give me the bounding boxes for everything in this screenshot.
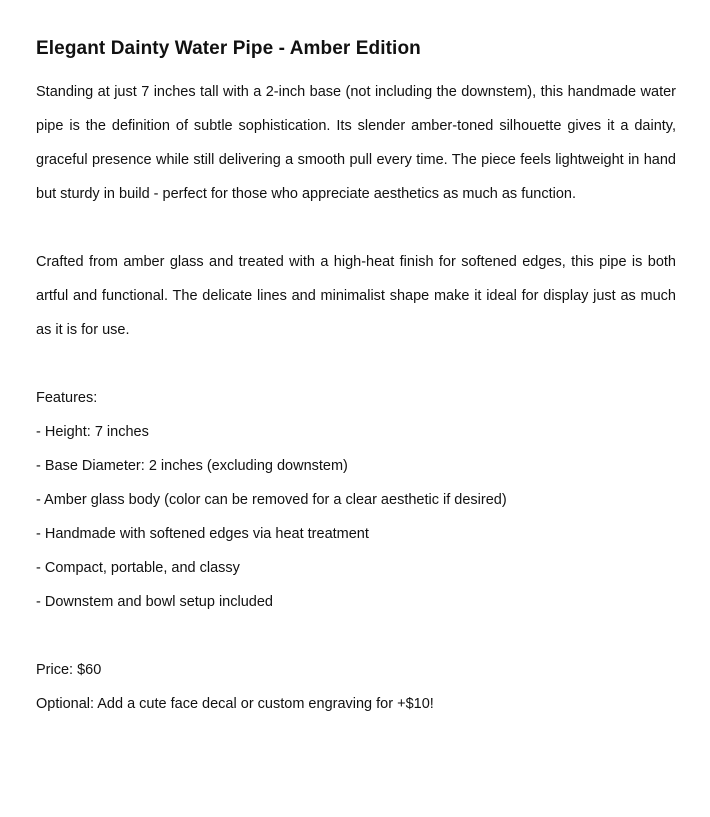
feature-item-amber-glass: - Amber glass body (color can be removed for a clear aesthetic if desired) bbox=[36, 492, 507, 508]
features-heading: Features: bbox=[36, 390, 98, 406]
feature-item-handmade: - Handmade with softened edges via heat treatment bbox=[36, 526, 369, 542]
document-body bbox=[36, 36, 676, 721]
feature-item-base-diameter: - Base Diameter: 2 inches (excluding downstem) bbox=[36, 458, 348, 474]
description-paragraph-2: Crafted from amber glass and treated with a high-heat finish for softened edges, this pipe is both artful and functional. The delicate lines and minimalist shape make it ideal for display just as much as it is for use. bbox=[36, 254, 676, 338]
price-text: Price: $60 bbox=[36, 662, 102, 678]
document-title: Elegant Dainty Water Pipe - Amber Edition bbox=[36, 38, 421, 59]
optional-addon-text: Optional: Add a cute face decal or custom engraving for +$10! bbox=[36, 696, 434, 712]
feature-item-compact: - Compact, portable, and classy bbox=[36, 560, 240, 576]
feature-list bbox=[36, 415, 676, 619]
feature-item-height: - Height: 7 inches bbox=[36, 424, 149, 440]
description-paragraph-1: Standing at just 7 inches tall with a 2-inch base (not including the downstem), this handmade water pipe is the definition of subtle sophistication. Its slender amber-toned silhouette gives it a dainty, graceful presence while still delivering a smooth pull every time. The piece feels lightweight in hand but sturdy in build - perfect for those who appreciate aesthetics as much as function. bbox=[36, 84, 676, 202]
feature-item-downstem: - Downstem and bowl setup included bbox=[36, 594, 273, 610]
